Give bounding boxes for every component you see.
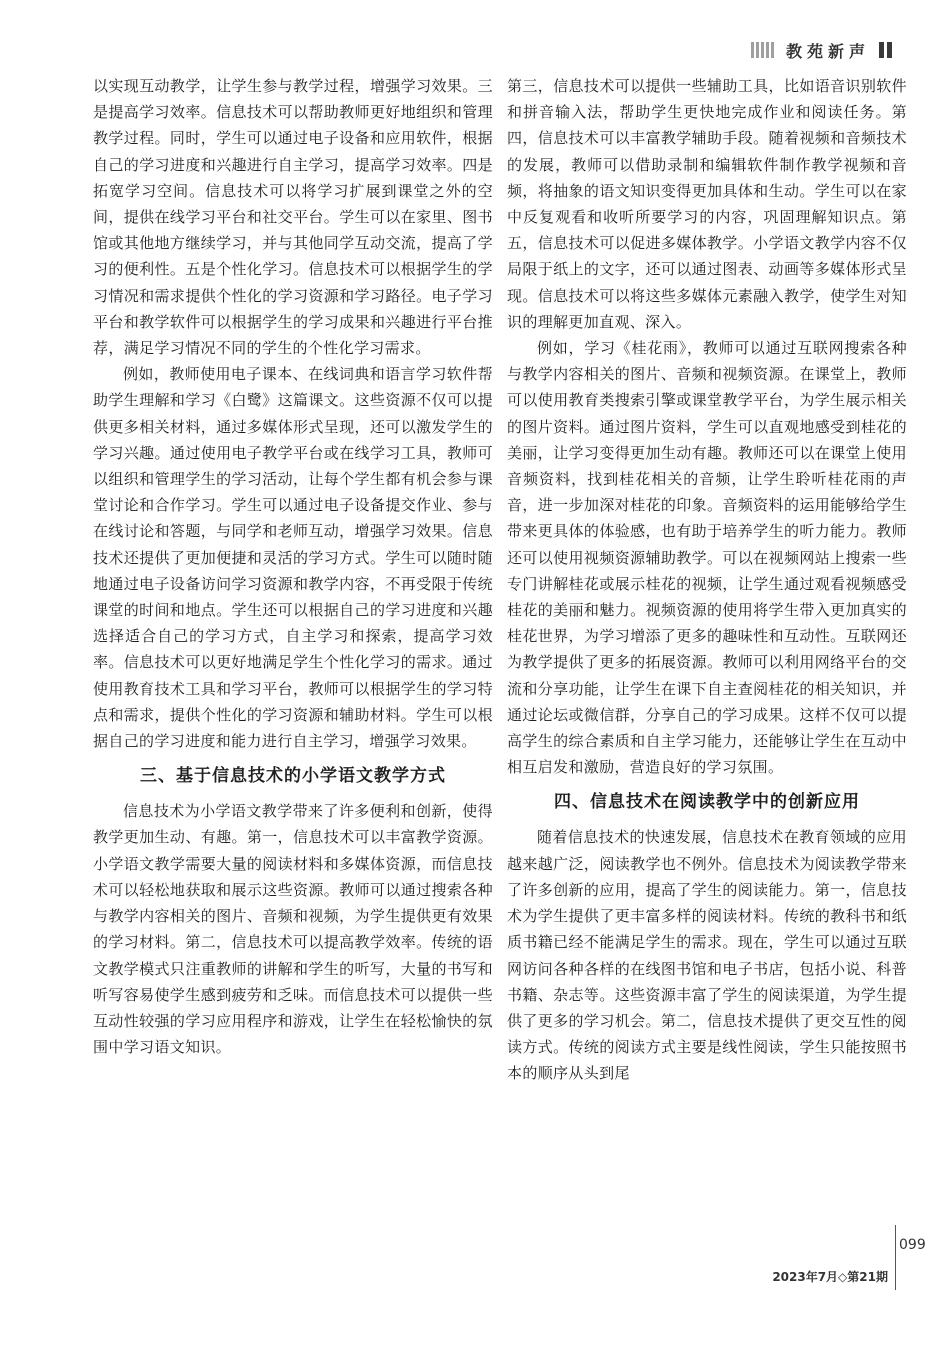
column-title: 教苑新声	[785, 41, 870, 61]
issue-label: 2023年7月◇第21期	[772, 1270, 888, 1284]
section-heading: 三、基于信息技术的小学语文教学方式	[140, 766, 446, 787]
page-number: 099	[899, 1237, 926, 1253]
paragraph: 例如，学习《桂花雨》，教师可以通过互联网搜索各种与教学内容相关的图片、音频和视频资源。在课堂上，教师可以使用教育类搜索引擎或课堂教学平台，为学生展示相关的图片资料。通过图片资料，学生可以直观地感受到桂花的美丽，让学习变得更加生动有趣。教师还可以在课堂上使用音频资料，找到桂花相关的音频，让学生聆听桂花雨的声音，进一步加深对桂花的印象。音频资料的运用能够给学生带来更具体的体验感，也有助于培养学生的听力能力。教师还可以使用视频资源辅助教学。可以在视频网站上搜索一些专门讲解桂花或展示桂花的视频，让学生通过观看视频感受桂花的美丽和魅力。视频资源的使用将学生带入更加真实的桂花世界，为学习增添了更多的趣味性和互动性。互联网还为教学提供了更多的拓展资源。教师可以利用网络平台的交流和分享功能，让学生在课下自主查阅桂花的相关知识，并通过论坛或微信群，分享自己的学习成果。这样不仅可以提高学生的综合素质和自主学习能力，还能够让学生在互动中相互启发和激励，营造良好的学习氛围。	[507, 339, 907, 777]
paragraph: 例如，教师使用电子课本、在线词典和语言学习软件帮助学生理解和学习《白鹭》这篇课文。这些资源不仅可以提供更多相关材料，通过多媒体形式呈现，还可以激发学生的学习兴趣。通过使用电子教学平台或在线学习工具，教师可以组织和管理学生的学习活动，让每个学生都有机会参与课堂讨论和合作学习。学生可以通过电子设备提交作业、参与在线讨论和答题，与同学和老师互动，增强学习效果。信息技术还提供了更加便捷和灵活的学习方式。学生可以随时随地通过电子设备访问学习资源和教学内容，不再受限于传统课堂的时间和地点。学生还可以根据自己的学习进度和兴趣选择适合自己的学习方式，自主学习和探索，提高学习效率。信息技术可以更好地满足学生个性化学习的需求。通过使用教育技术工具和学习平台，教师可以根据学生的学习特点和需求，提供个性化的学习资源和辅助材料。学生可以根据自己的学习进度和能力进行自主学习，增强学习效果。	[93, 365, 493, 751]
header-bars	[876, 42, 892, 58]
paragraph: 信息技术为小学语文教学带来了许多便利和创新，使得教学更加生动、有趣。第一，信息技术可以丰富教学资源。小学语文教学需要大量的阅读材料和多媒体资源，而信息技术可以轻松地获取和展示这些资源。教师可以通过搜索各种与教学内容相关的图片、音频和视频，为学生提供更有效果的学习材料。第二，信息技术可以提高教学效率。传统的语文教学模式只注重教师的讲解和学生的听写，大量的书写和听写容易使学生感到疲劳和乏味。而信息技术可以提供一些互动性较强的学习应用程序和游戏，让学生在轻松愉快的氛围中学习语文知识。	[93, 802, 493, 1057]
header-stripes	[751, 42, 776, 58]
right-column	[507, 73, 907, 1087]
footer-divider	[895, 1225, 896, 1290]
paragraph: 以实现互动教学，让学生参与教学过程，增强学习效果。三是提高学习效率。信息技术可以帮助教师更好地组织和管理教学过程。同时，学生可以通过电子设备和应用软件，根据自己的学习进度和兴趣进行自主学习，提高学习效率。四是拓宽学习空间。信息技术可以将学习扩展到课堂之外的空间，提供在线学习平台和社交平台。学生可以在家里、图书馆或其他地方继续学习，并与其他同学互动交流，提高了学习的便利性。五是个性化学习。信息技术可以根据学生的学习情况和需求提供个性化的学习资源和学习路径。电子学习平台和教学软件可以根据学生的学习成果和兴趣进行平台推荐，满足学习情况不同的学生的个性化学习需求。	[93, 77, 493, 358]
page-header	[751, 38, 892, 62]
section-heading: 四、信息技术在阅读教学中的创新应用	[554, 792, 860, 813]
left-column	[93, 73, 493, 1060]
paragraph: 第三，信息技术可以提供一些辅助工具，比如语音识别软件和拼音输入法，帮助学生更快地完成作业和阅读任务。第四，信息技术可以丰富教学辅助手段。随着视频和音频技术的发展，教师可以借助录制和编辑软件制作教学视频和音频，将抽象的语文知识变得更加具体和生动。学生可以在家中反复观看和收听所要学习的内容，巩固理解知识点。第五，信息技术可以促进多媒体教学。小学语文教学内容不仅局限于纸上的文字，还可以通过图表、动画等多媒体形式呈现。信息技术可以将这些多媒体元素融入教学，使学生对知识的理解更加直观、深入。	[507, 77, 907, 331]
paragraph: 随着信息技术的快速发展，信息技术在教育领域的应用越来越广泛，阅读教学也不例外。信息技术为阅读教学带来了许多创新的应用，提高了学生的阅读能力。第一，信息技术为学生提供了更丰富多样的阅读材料。传统的教科书和纸质书籍已经不能满足学生的需求。现在，学生可以通过互联网访问各种各样的在线图书馆和电子书店，包括小说、科普书籍、杂志等。这些资源丰富了学生的阅读渠道，为学生提供了更多的学习机会。第二，信息技术提供了更交互性的阅读方式。传统的阅读方式主要是线性阅读，学生只能按照书本的顺序从头到尾	[507, 828, 907, 1083]
